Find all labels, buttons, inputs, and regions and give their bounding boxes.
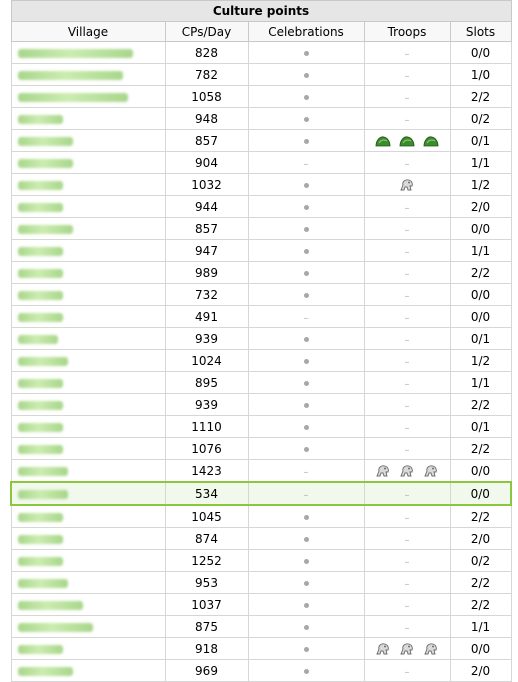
table-row[interactable]: [11, 86, 511, 108]
celebration-cell[interactable]: [248, 660, 364, 682]
table-row[interactable]: [11, 108, 511, 130]
celebration-dot-icon[interactable]: [304, 359, 309, 364]
gray-horse-icon[interactable]: [374, 642, 392, 656]
empty-dash: –: [303, 312, 309, 324]
cps-cell: 534: [165, 482, 248, 505]
celebration-cell: [248, 460, 364, 483]
slots-cell: 0/0: [450, 460, 511, 483]
celebration-dot-icon[interactable]: [304, 51, 309, 56]
troops-cell: [364, 550, 450, 572]
cps-cell: 1037: [165, 594, 248, 616]
village-name-link[interactable]: [18, 49, 133, 58]
village-cell[interactable]: [11, 108, 165, 130]
troops-cell: [364, 394, 450, 416]
troops-cell: [364, 660, 450, 682]
table-title: Culture points: [11, 1, 511, 22]
celebration-dot-icon[interactable]: [304, 227, 309, 232]
village-name-link[interactable]: [18, 93, 128, 102]
troops-cell: [364, 372, 450, 394]
troops-cell: [364, 528, 450, 550]
empty-dash: –: [404, 48, 410, 60]
village-cell[interactable]: [11, 460, 165, 483]
slots-cell: 0/0: [450, 482, 511, 505]
troops-cell: [364, 64, 450, 86]
celebration-cell[interactable]: [248, 328, 364, 350]
slots-cell: 2/2: [450, 262, 511, 284]
empty-dash: –: [404, 578, 410, 590]
celebration-cell: [248, 306, 364, 328]
village-name-link[interactable]: [18, 601, 83, 610]
village-cell[interactable]: [11, 64, 165, 86]
celebration-dot-icon[interactable]: [304, 559, 309, 564]
table-row[interactable]: [11, 152, 511, 174]
empty-dash: –: [404, 92, 410, 104]
troops-cell: [364, 638, 450, 660]
table-row[interactable]: [11, 64, 511, 86]
celebration-dot-icon[interactable]: [304, 183, 309, 188]
green-helmet-icon[interactable]: [374, 134, 392, 148]
cps-cell: 947: [165, 240, 248, 262]
table-row[interactable]: [11, 218, 511, 240]
table-row[interactable]: [11, 594, 511, 616]
cps-cell: 939: [165, 394, 248, 416]
celebration-cell[interactable]: [248, 528, 364, 550]
gray-horse-icon[interactable]: [398, 642, 416, 656]
celebration-cell[interactable]: [248, 616, 364, 638]
village-name-link[interactable]: [18, 159, 73, 168]
gray-horse-icon[interactable]: [398, 178, 416, 192]
slots-cell: 0/2: [450, 550, 511, 572]
cps-cell: 491: [165, 306, 248, 328]
village-cell[interactable]: [11, 528, 165, 550]
table-row[interactable]: [11, 262, 511, 284]
village-cell[interactable]: [11, 482, 165, 505]
empty-dash: –: [404, 158, 410, 170]
empty-dash: –: [404, 622, 410, 634]
col-celebrations[interactable]: Celebrations: [248, 22, 364, 42]
empty-dash: –: [404, 70, 410, 82]
cps-cell: 904: [165, 152, 248, 174]
village-cell[interactable]: [11, 196, 165, 218]
slots-cell: 2/0: [450, 528, 511, 550]
celebration-cell[interactable]: [248, 416, 364, 438]
culture-points-table: [10, 0, 512, 682]
troops-cell: [364, 42, 450, 64]
troops-cell: [364, 505, 450, 528]
celebration-dot-icon[interactable]: [304, 537, 309, 542]
celebration-dot-icon[interactable]: [304, 271, 309, 276]
troops-cell: [364, 306, 450, 328]
celebration-dot-icon[interactable]: [304, 337, 309, 342]
table-row[interactable]: [11, 660, 511, 682]
celebration-cell[interactable]: [248, 638, 364, 660]
table-row[interactable]: [11, 460, 511, 483]
cps-cell: 1045: [165, 505, 248, 528]
village-name-link[interactable]: [18, 357, 68, 366]
cps-cell: 874: [165, 528, 248, 550]
village-cell[interactable]: [11, 262, 165, 284]
celebration-cell[interactable]: [248, 196, 364, 218]
village-name-link[interactable]: [18, 557, 63, 566]
village-cell[interactable]: [11, 42, 165, 64]
table-row[interactable]: [11, 240, 511, 262]
slots-cell: 1/1: [450, 152, 511, 174]
slots-cell: 1/1: [450, 240, 511, 262]
celebration-dot-icon[interactable]: [304, 139, 309, 144]
troops-cell: [364, 416, 450, 438]
village-name-link[interactable]: [18, 203, 63, 212]
village-name-link[interactable]: [18, 115, 63, 124]
village-cell[interactable]: [11, 616, 165, 638]
table-row[interactable]: [11, 572, 511, 594]
slots-cell: 2/0: [450, 196, 511, 218]
celebration-cell[interactable]: [248, 218, 364, 240]
cps-cell: 989: [165, 262, 248, 284]
celebration-dot-icon[interactable]: [304, 73, 309, 78]
village-cell[interactable]: [11, 152, 165, 174]
celebration-cell[interactable]: [248, 594, 364, 616]
cps-cell: 953: [165, 572, 248, 594]
culture-points-panel: [10, 0, 510, 682]
celebration-dot-icon[interactable]: [304, 293, 309, 298]
table-row[interactable]: [11, 528, 511, 550]
slots-cell: 0/1: [450, 328, 511, 350]
slots-cell: 1/1: [450, 372, 511, 394]
empty-dash: –: [404, 444, 410, 456]
village-name-link[interactable]: [18, 645, 63, 654]
slots-cell: 2/0: [450, 660, 511, 682]
empty-dash: –: [404, 224, 410, 236]
celebration-dot-icon[interactable]: [304, 117, 309, 122]
empty-dash: –: [303, 466, 309, 478]
col-troops[interactable]: Troops: [364, 22, 450, 42]
troops-cell: [364, 482, 450, 505]
village-cell[interactable]: [11, 550, 165, 572]
celebration-cell[interactable]: [248, 86, 364, 108]
village-name-link[interactable]: [18, 535, 63, 544]
celebration-cell[interactable]: [248, 550, 364, 572]
village-name-link[interactable]: [18, 513, 63, 522]
slots-cell: 1/2: [450, 174, 511, 196]
gray-horse-icon[interactable]: [422, 642, 440, 656]
village-cell[interactable]: [11, 306, 165, 328]
cps-cell: 857: [165, 130, 248, 152]
celebration-cell[interactable]: [248, 42, 364, 64]
cps-cell: 939: [165, 328, 248, 350]
cps-cell: 1110: [165, 416, 248, 438]
slots-cell: 1/1: [450, 616, 511, 638]
village-name-link[interactable]: [18, 181, 63, 190]
troops-cell: [364, 572, 450, 594]
slots-cell: 2/2: [450, 594, 511, 616]
celebration-dot-icon[interactable]: [304, 669, 309, 674]
village-name-link[interactable]: [18, 225, 73, 234]
celebration-dot-icon[interactable]: [304, 581, 309, 586]
table-body: [11, 42, 511, 682]
table-row[interactable]: [11, 550, 511, 572]
empty-dash: –: [404, 378, 410, 390]
village-name-link[interactable]: [18, 467, 68, 476]
table-row[interactable]: [11, 306, 511, 328]
village-cell[interactable]: [11, 438, 165, 460]
celebration-cell[interactable]: [248, 240, 364, 262]
slots-cell: 2/2: [450, 505, 511, 528]
table-row[interactable]: [11, 284, 511, 306]
cps-cell: 828: [165, 42, 248, 64]
troops-cell: [364, 174, 450, 196]
village-cell[interactable]: [11, 130, 165, 152]
table-row[interactable]: [11, 196, 511, 218]
empty-dash: –: [404, 422, 410, 434]
slots-cell: 0/0: [450, 218, 511, 240]
cps-cell: 875: [165, 616, 248, 638]
troops-cell: [364, 130, 450, 152]
celebration-dot-icon[interactable]: [304, 515, 309, 520]
village-cell[interactable]: [11, 372, 165, 394]
slots-cell: 0/1: [450, 416, 511, 438]
green-helmet-icon[interactable]: [398, 134, 416, 148]
table-row[interactable]: [11, 505, 511, 528]
gray-horse-icon[interactable]: [422, 464, 440, 478]
celebration-cell: [248, 482, 364, 505]
slots-cell: 2/2: [450, 86, 511, 108]
slots-cell: 0/0: [450, 284, 511, 306]
cps-cell: 1423: [165, 460, 248, 483]
celebration-dot-icon[interactable]: [304, 249, 309, 254]
cps-cell: 895: [165, 372, 248, 394]
empty-dash: –: [404, 666, 410, 678]
troops-cell: [364, 460, 450, 483]
table-row[interactable]: [11, 130, 511, 152]
cps-cell: 918: [165, 638, 248, 660]
cps-cell: 969: [165, 660, 248, 682]
village-name-link[interactable]: [18, 423, 63, 432]
troops-cell: [364, 438, 450, 460]
troops-cell: [364, 262, 450, 284]
empty-dash: –: [404, 534, 410, 546]
cps-cell: 732: [165, 284, 248, 306]
troops-cell: [364, 284, 450, 306]
village-name-link[interactable]: [18, 401, 63, 410]
village-cell[interactable]: [11, 638, 165, 660]
slots-cell: 2/2: [450, 572, 511, 594]
slots-cell: 2/2: [450, 394, 511, 416]
village-cell[interactable]: [11, 350, 165, 372]
cps-cell: 944: [165, 196, 248, 218]
village-cell[interactable]: [11, 394, 165, 416]
village-name-link[interactable]: [18, 137, 73, 146]
celebration-dot-icon[interactable]: [304, 205, 309, 210]
table-row[interactable]: [11, 174, 511, 196]
table-row[interactable]: [11, 350, 511, 372]
troops-cell: [364, 616, 450, 638]
slots-cell: 0/0: [450, 638, 511, 660]
village-cell[interactable]: [11, 174, 165, 196]
cps-cell: 1252: [165, 550, 248, 572]
table-row[interactable]: [11, 482, 511, 505]
slots-cell: 0/1: [450, 130, 511, 152]
troops-cell: [364, 594, 450, 616]
cps-cell: 857: [165, 218, 248, 240]
empty-dash: –: [404, 600, 410, 612]
empty-dash: –: [404, 202, 410, 214]
village-name-link[interactable]: [18, 445, 63, 454]
table-row[interactable]: [11, 638, 511, 660]
table-row[interactable]: [11, 372, 511, 394]
village-name-link[interactable]: [18, 579, 68, 588]
empty-dash: –: [404, 246, 410, 258]
celebration-cell[interactable]: [248, 350, 364, 372]
empty-dash: –: [404, 489, 410, 501]
troops-cell: [364, 108, 450, 130]
table-row[interactable]: [11, 438, 511, 460]
cps-cell: 1076: [165, 438, 248, 460]
celebration-cell[interactable]: [248, 284, 364, 306]
village-cell[interactable]: [11, 86, 165, 108]
troops-cell: [364, 218, 450, 240]
green-helmet-icon[interactable]: [422, 134, 440, 148]
empty-dash: –: [404, 400, 410, 412]
village-cell[interactable]: [11, 328, 165, 350]
celebration-cell[interactable]: [248, 108, 364, 130]
village-name-link[interactable]: [18, 291, 63, 300]
village-name-link[interactable]: [18, 490, 68, 499]
troops-cell: [364, 196, 450, 218]
slots-cell: 2/2: [450, 438, 511, 460]
gray-horse-icon[interactable]: [398, 464, 416, 478]
celebration-cell[interactable]: [248, 64, 364, 86]
empty-dash: –: [303, 158, 309, 170]
gray-horse-icon[interactable]: [374, 464, 392, 478]
slots-cell: 1/2: [450, 350, 511, 372]
cps-cell: 1032: [165, 174, 248, 196]
troops-cell: [364, 152, 450, 174]
village-name-link[interactable]: [18, 313, 63, 322]
celebration-cell[interactable]: [248, 262, 364, 284]
troops-cell: [364, 240, 450, 262]
village-name-link[interactable]: [18, 379, 63, 388]
empty-dash: –: [404, 556, 410, 568]
celebration-cell[interactable]: [248, 572, 364, 594]
village-cell[interactable]: [11, 240, 165, 262]
village-cell[interactable]: [11, 416, 165, 438]
col-cps-day[interactable]: CPs/Day: [165, 22, 248, 42]
village-name-link[interactable]: [18, 623, 93, 632]
slots-cell: 0/0: [450, 306, 511, 328]
slots-cell: 0/2: [450, 108, 511, 130]
celebration-dot-icon[interactable]: [304, 95, 309, 100]
village-cell[interactable]: [11, 505, 165, 528]
table-row[interactable]: [11, 328, 511, 350]
village-name-link[interactable]: [18, 247, 63, 256]
village-cell[interactable]: [11, 594, 165, 616]
village-cell[interactable]: [11, 572, 165, 594]
celebration-cell[interactable]: [248, 130, 364, 152]
cps-cell: 1024: [165, 350, 248, 372]
empty-dash: –: [303, 489, 309, 501]
village-name-link[interactable]: [18, 71, 123, 80]
celebration-cell[interactable]: [248, 394, 364, 416]
empty-dash: –: [404, 512, 410, 524]
celebration-dot-icon[interactable]: [304, 425, 309, 430]
empty-dash: –: [404, 312, 410, 324]
celebration-cell: [248, 152, 364, 174]
slots-cell: 1/0: [450, 64, 511, 86]
table-row[interactable]: [11, 42, 511, 64]
celebration-dot-icon[interactable]: [304, 447, 309, 452]
village-name-link[interactable]: [18, 269, 63, 278]
cps-cell: 782: [165, 64, 248, 86]
empty-dash: –: [404, 290, 410, 302]
table-row[interactable]: [11, 616, 511, 638]
village-cell[interactable]: [11, 218, 165, 240]
celebration-dot-icon[interactable]: [304, 625, 309, 630]
village-cell[interactable]: [11, 284, 165, 306]
celebration-dot-icon[interactable]: [304, 403, 309, 408]
col-village[interactable]: Village: [11, 22, 165, 42]
col-slots[interactable]: Slots: [450, 22, 511, 42]
troops-cell: [364, 86, 450, 108]
cps-cell: 948: [165, 108, 248, 130]
village-cell[interactable]: [11, 660, 165, 682]
slots-cell: 0/0: [450, 42, 511, 64]
celebration-cell[interactable]: [248, 174, 364, 196]
celebration-dot-icon[interactable]: [304, 647, 309, 652]
celebration-dot-icon[interactable]: [304, 603, 309, 608]
empty-dash: –: [404, 114, 410, 126]
village-name-link[interactable]: [18, 335, 58, 344]
table-row[interactable]: [11, 416, 511, 438]
celebration-dot-icon[interactable]: [304, 381, 309, 386]
table-row[interactable]: [11, 394, 511, 416]
celebration-cell[interactable]: [248, 438, 364, 460]
celebration-cell[interactable]: [248, 505, 364, 528]
troops-cell: [364, 328, 450, 350]
cps-cell: 1058: [165, 86, 248, 108]
celebration-cell[interactable]: [248, 372, 364, 394]
empty-dash: –: [404, 268, 410, 280]
troops-cell: [364, 350, 450, 372]
empty-dash: –: [404, 356, 410, 368]
empty-dash: –: [404, 334, 410, 346]
village-name-link[interactable]: [18, 667, 73, 676]
